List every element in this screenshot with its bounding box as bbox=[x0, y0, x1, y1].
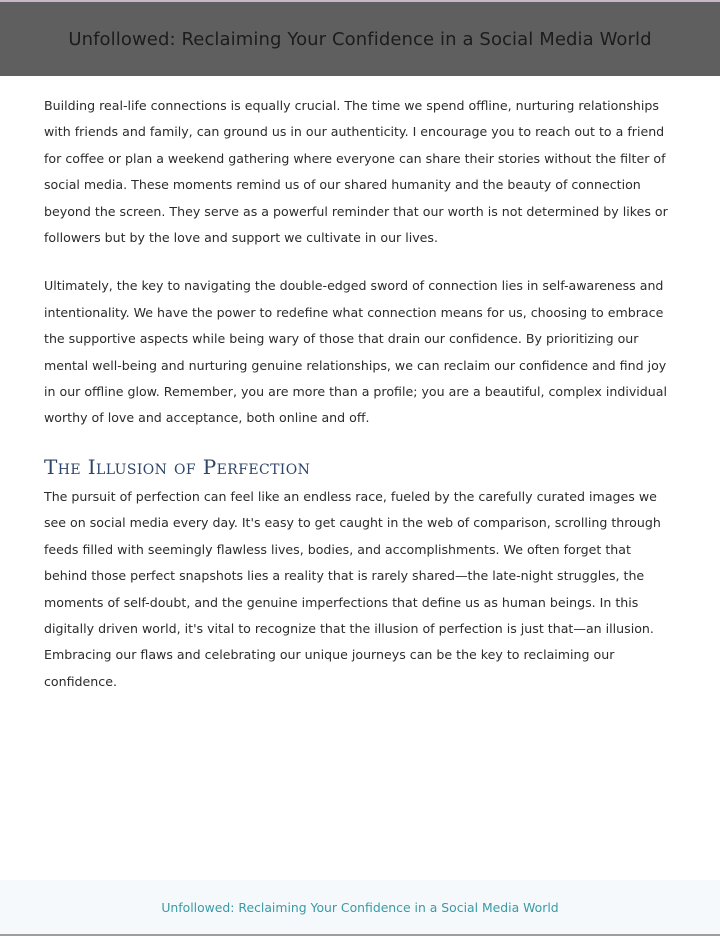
body-paragraph: Ultimately, the key to navigating the double-edged sword of connection lies in self-awareness and intentionality. We have the power to redefine what connection means for us, choosing to embrace the supportive aspects while being wary of those that drain our confidence. By prioritizing our mental well-being and nurturing genuine relationships, we can reclaim our confidence and find joy in our offline glow. Remember, you are more than a profile; you are a beautiful, complex individual worthy of love and acceptance, both online and off. bbox=[44, 278, 667, 426]
section-heading: The Illusion of Perfection bbox=[44, 454, 311, 479]
footer-title: Unfollowed: Reclaiming Your Confidence in a Social Media World bbox=[161, 899, 559, 915]
header-title: Unfollowed: Reclaiming Your Confidence in a Social Media World bbox=[68, 28, 652, 50]
page-content bbox=[44, 93, 678, 695]
page-header bbox=[0, 2, 720, 76]
section-paragraph: The pursuit of perfection can feel like an endless race, fueled by the carefully curated images we see on social media every day. It's easy to get caught in the web of comparison, scrolling through feeds filled with seemingly flawless lives, bodies, and accomplishments. We often forget that behind those perfect snapshots lies a reality that is rarely shared—the late-night struggles, the moments of self-doubt, and the genuine imperfections that define us as human beings. In this digitally driven world, it's vital to recognize that the illusion of perfection is just that—an illusion. Embracing our flaws and celebrating our unique journeys can be the key to reclaiming our confidence. bbox=[44, 488, 661, 689]
page-footer bbox=[0, 880, 720, 934]
body-paragraph: Building real-life connections is equally crucial. The time we spend offline, nurturing relationships with friends and family, can ground us in our authenticity. I encourage you to reach out to a friend for coffee or plan a weekend gathering where everyone can share their stories without the filter of social media. These moments remind us of our shared humanity and the beauty of connection beyond the screen. They serve as a powerful reminder that our worth is not determined by likes or followers but by the love and support we cultivate in our lives. bbox=[44, 98, 668, 246]
